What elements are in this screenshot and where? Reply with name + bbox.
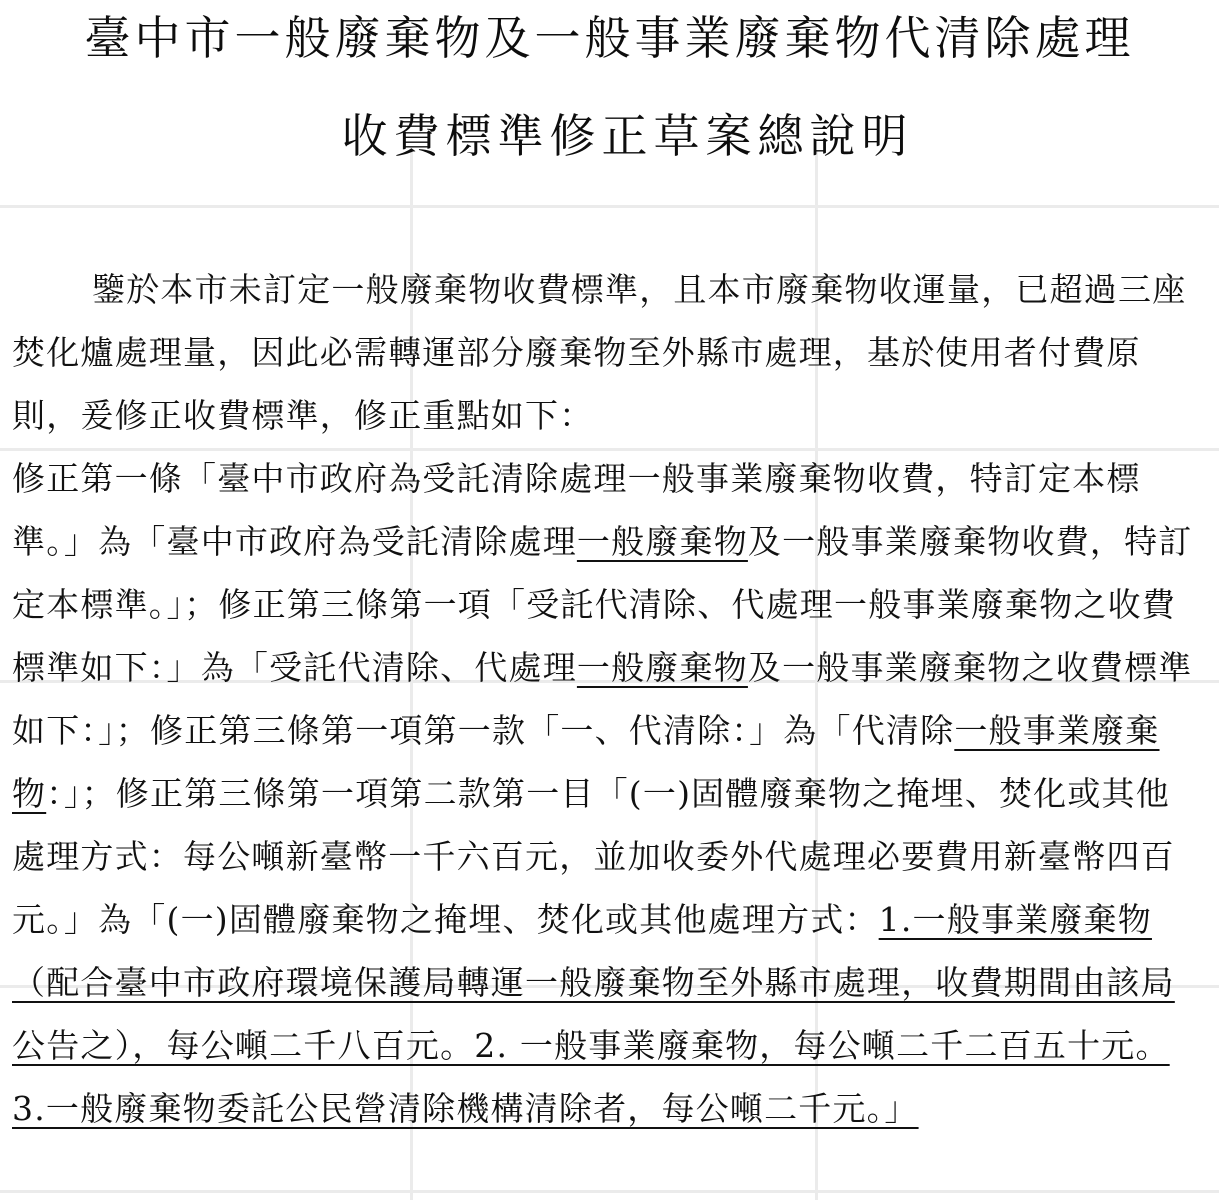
document-title-line-2: 收費標準修正草案總說明 [341, 109, 914, 163]
intro-paragraph: 鑒於本市未訂定一般廢棄物收費標準，且本市廢棄物收運量，已超過三座焚化爐處理量，因此必需轉運部分廢棄物至外縣市處理，基於使用者付費原則，爰修正收費標準，修正重點如下： [12, 270, 1187, 435]
amended-text: 一般廢棄物 [576, 648, 748, 687]
document-body [12, 258, 1202, 1140]
amendment-text: ：」；修正第三條第一項第二款第一目「(一)固體廢棄物之掩埋、焚化或其他處理方式：每公噸新臺幣一千六百元，並加收委外代處理必要費用新臺幣四百元。」為「(一)固體廢棄物之掩埋、焚化或其他處理方式： [12, 774, 1175, 939]
amendment-text: 修正第一條「臺中市政府為受託清除處理一般事業廢棄物收費，特訂定本標準。」為「臺中市政府為受託清除處理 [12, 459, 1141, 561]
amendment-paragraph [12, 447, 1202, 1140]
amended-text: 一般廢棄物 [576, 522, 748, 561]
amended-text: 1.一般事業廢棄物（配合臺中市政府環境保護局轉運一般廢棄物至外縣市處理，收費期間由該局公告之），每公噸二千八百元。2. 一般事業廢棄物，每公噸二千二百五十元。3.一般廢棄物委託公民營清除機構清除者，每公噸二千元。」 [12, 900, 1175, 1128]
amended-text: 一般事業廢棄物 [12, 711, 1160, 813]
amendment-text: 及一般事業廢棄物之收費標準如下：」；修正第三條第一項第一款「一、代清除：」為「代清除 [12, 648, 1193, 750]
amendment-text: 及一般事業廢棄物收費，特訂定本標準。」；修正第三條第一項「受託代清除、代處理一般事業廢棄物之收費標準如下：」為「受託代清除、代處理 [12, 522, 1193, 687]
document-title-line-1: 臺中市一般廢棄物及一般事業廢棄物代清除處理 [84, 11, 1135, 65]
